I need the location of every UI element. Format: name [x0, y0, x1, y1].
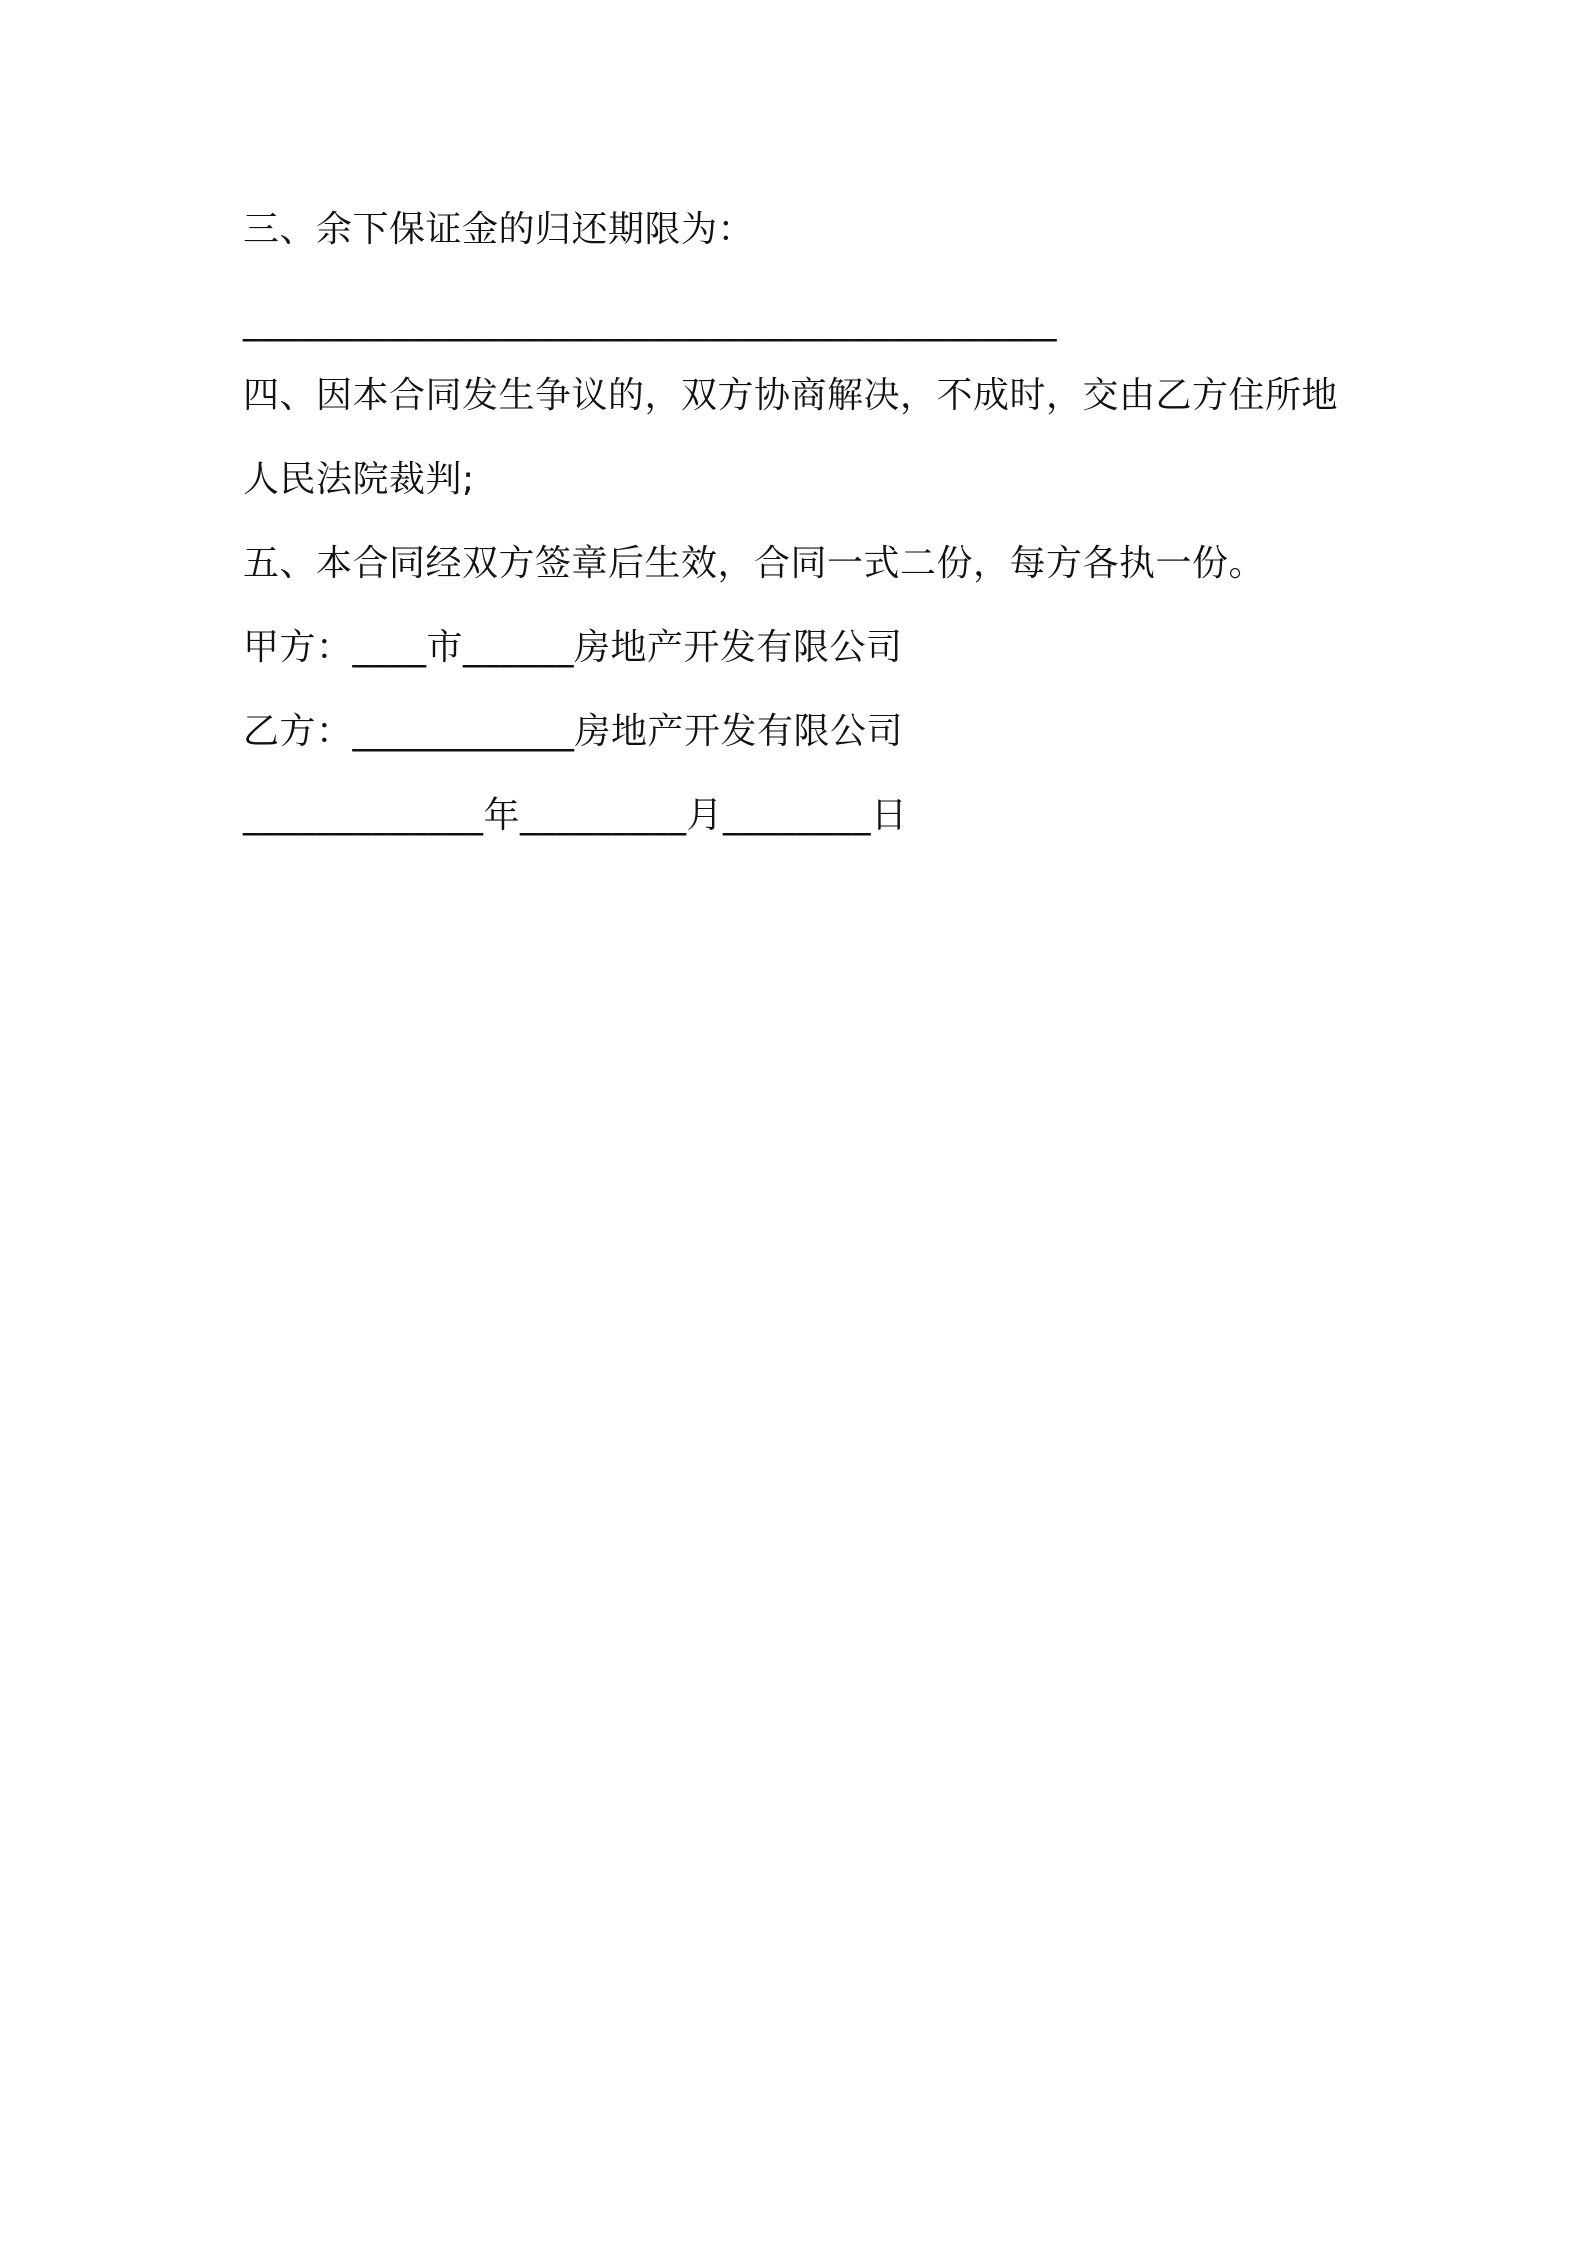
clause-four-text: 四、因本合同发生争议的，双方协商解决，不成时，交由乙方住所地 — [243, 375, 1339, 416]
blank-fill-line: ____________________________________________ — [243, 301, 1057, 342]
clause-three-text: 三、余下保证金的归还期限为： — [243, 209, 755, 250]
clause-five-text: 五、本合同经双方签章后生效，合同一式二份，每方各执一份。 — [243, 543, 1266, 584]
party-b-line: 乙方：____________房地产开发有限公司 — [243, 711, 904, 752]
date-line: _____________年_________月________日 — [243, 795, 908, 836]
clause-four-continuation: 人民法院裁判; — [243, 459, 475, 500]
party-a-line: 甲方：____市______房地产开发有限公司 — [243, 627, 903, 668]
